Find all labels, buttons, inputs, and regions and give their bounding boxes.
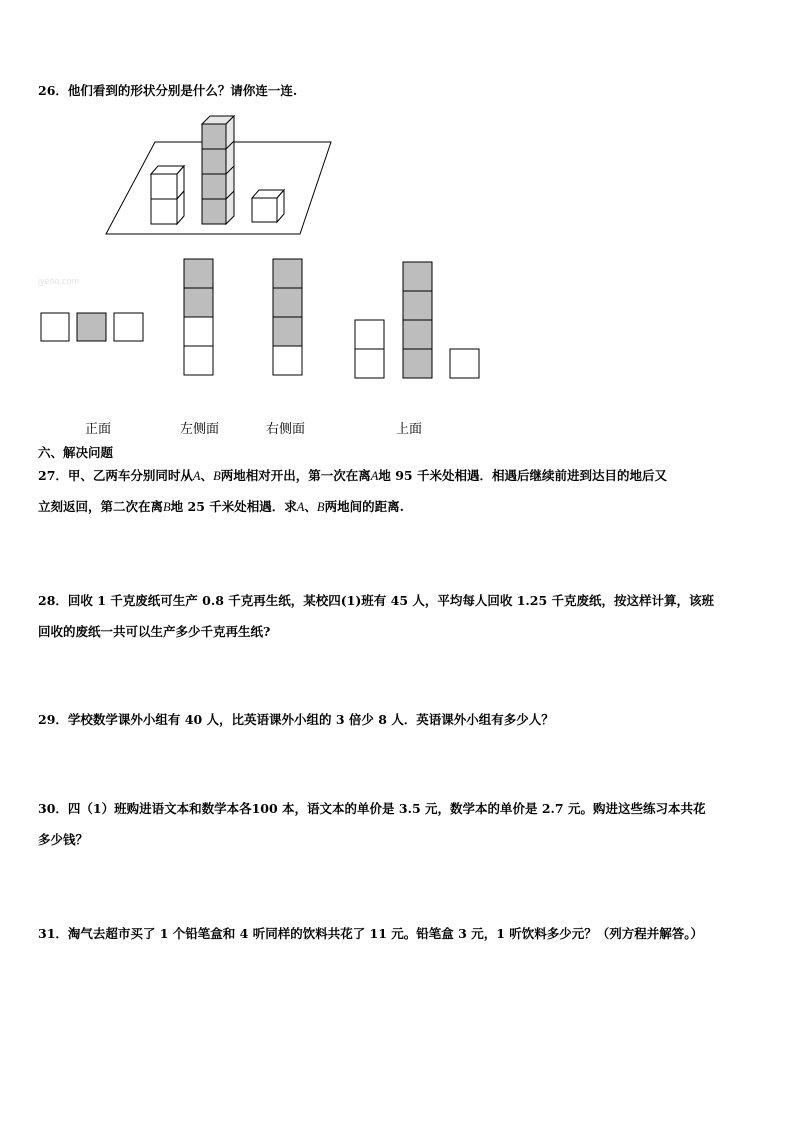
question-27-line-1: 27．甲、乙两车分别同时从A、B两地相对开出，第一次在离A地 95 千米处相遇．相遇后继续前进到达目的地后又 xyxy=(38,468,667,483)
question-30-line-2: 多少钱？ xyxy=(38,832,89,847)
section-heading: 六、解决问题 xyxy=(38,445,114,460)
view-option-front xyxy=(41,313,143,341)
view-option-top xyxy=(355,262,479,378)
view-option-left xyxy=(184,259,213,375)
left-cube-stack xyxy=(151,166,184,224)
watermark: jyeoo.com xyxy=(38,276,80,286)
shapes-figure xyxy=(0,0,794,400)
question-30-line-1: 30．四（1）班购进语文本和数学本各100 本，语文本的单价是 3.5 元，数学本的单价是 2.7 元。购进这些练习本共花 xyxy=(38,801,706,816)
question-26: 26．他们看到的形状分别是什么？请你连一连. xyxy=(38,83,298,98)
view-option-right xyxy=(273,259,302,375)
question-28-line-2: 回收的废纸一共可以生产多少千克再生纸? xyxy=(38,624,271,639)
question-29: 29．学校数学课外小组有 40 人，比英语课外小组的 3 倍少 8 人．英语课外小组有多少人？ xyxy=(38,712,554,727)
label-front: 正面 xyxy=(85,422,112,437)
label-left-side: 左侧面 xyxy=(180,422,220,437)
label-right-side: 右侧面 xyxy=(266,422,306,437)
center-cube-tower xyxy=(202,116,234,224)
label-top: 上面 xyxy=(396,422,423,437)
question-27-line-2: 立刻返回，第二次在离B地 25 千米处相遇．求A、B两地间的距离. xyxy=(38,499,404,514)
question-31: 31．淘气去超市买了 1 个铅笔盒和 4 听同样的饮料共花了 11 元。铅笔盒 3 元，1 听饮料多少元？（列方程并解答。） xyxy=(38,926,703,941)
question-28-line-1: 28．回收 1 千克废纸可生产 0.8 千克再生纸，某校四(1)班有 45 人，平均每人回收 1.25 千克废纸，按这样计算，该班 xyxy=(38,593,715,608)
right-single-cube xyxy=(252,190,284,222)
